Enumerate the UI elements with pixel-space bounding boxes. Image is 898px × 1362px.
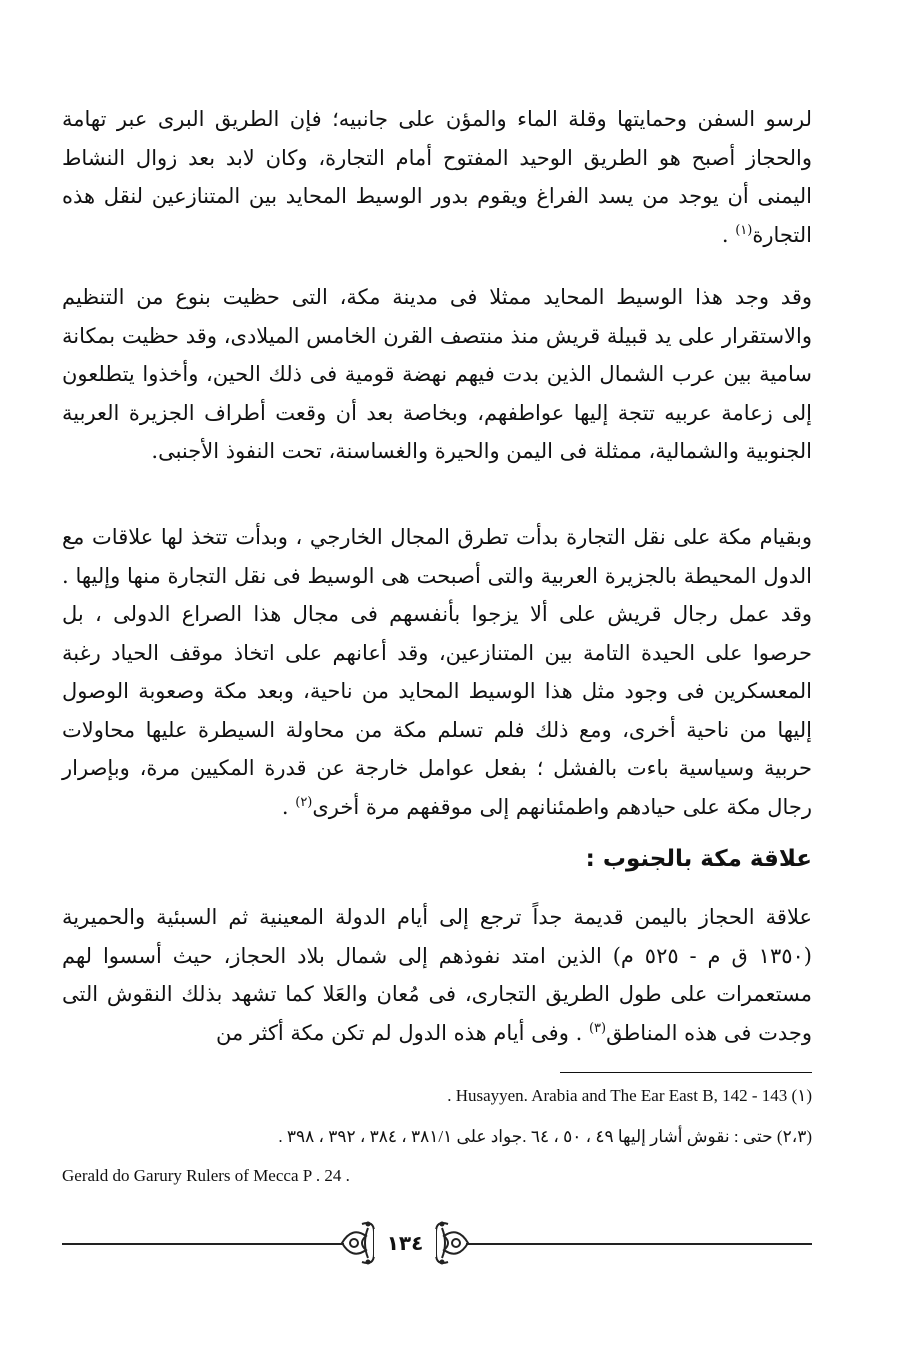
paragraph-3 (62, 518, 812, 826)
paragraph-1 (62, 100, 812, 254)
paragraph-4-period: . (575, 1020, 583, 1045)
paragraph-4-continuation: وفى أيام هذه الدول لم تكن مكة أكثر من (216, 1020, 569, 1045)
paragraph-2-text: وقد وجد هذا الوسيط المحايد ممثلا فى مدينة مكة، التى حظيت بنوع من التنظيم والاستقرار على يد قبيلة قريش منذ منتصف القرن الخامس الميلادى، وقد حظيت بمكانة سامية بين عرب الشمال الذين بدت فيهم نهضة قومية فى ذلك الحين، وأخذوا يتطلعون إلى زعامة عربيه تتجة إليها عواطفهم، وبخاصة بعد أن وقعت أطراف الجزيرة العربية الجنوبية والشمالية، ممثلة فى اليمن والحيرة والغساسنة، تحت النفوذ الأجنبى. (62, 285, 812, 463)
footnote-marker-1: (١) (735, 222, 753, 238)
footnote-marker-3: (٣) (588, 1020, 607, 1036)
footnote-2: (٢،٣) حتى : نقوش أشار إليها ٤٩ ، ٥٠ ، ٦٤ .جواد على ٣٨١/١ ، ٣٨٤ ، ٣٩٢ ، ٣٩٨ . (278, 1127, 812, 1146)
paragraph-4 (62, 898, 812, 1052)
footnote-separator (560, 1072, 812, 1073)
paragraph-3-end: . (281, 794, 289, 819)
paragraph-1-text: لرسو السفن وحمايتها وقلة الماء والمؤن على جانبيه؛ فإن الطريق البرى عبر تهامة والحجاز أصبح هو الطريق الوحيد المفتوح أمام التجارة، وكان لابد بعد زوال النشاط اليمنى أن يوجد من يسد الفراغ ويقوم بدور الوسيط المحايد بين المتنازعين لنقل هذه التجارة (62, 107, 812, 247)
paragraph-1-end: . (721, 222, 729, 247)
bottom-rule-left (62, 1243, 344, 1245)
bottom-rule-right (466, 1243, 812, 1245)
footnote-marker-2: (٢) (295, 794, 313, 810)
footnote-1: (١) Husayyen. Arabia and The Ear East B, 142 - 143 . (447, 1086, 812, 1105)
paragraph-3-text: وبقيام مكة على نقل التجارة بدأت تطرق المجال الخارجي ، وبدأت تتخذ لها علاقات مع الدول المحيطة بالجزيرة العربية والتى أصبحت هى الوسيط فى نقل التجارة منها وإليها . وقد عمل رجال قريش على ألا يزجوا بأنفسهم فى مجال هذا الصراع الدولى ، بل حرصوا على الحيدة التامة بين المتنازعين، وقد أعانهم على اتخاذ موقف الحياد رغبة المعسكرين فى وجود مثل هذا الوسيط المحايد من ناحية، وبعد مكة وصعوبة الوصول إليها من ناحية أخرى، ومع ذلك فلم تسلم مكة من محاولة السيطرة عليها محاولات حربية وسياسية باءت بالفشل ؛ بفعل عوامل خارجة عن قدرة المكيين مرة، وبإصرار رجال مكة على حيادهم واطمئنانهم إلى موقفهم مرة أخرى (62, 525, 812, 819)
paragraph-4-text: علاقة الحجاز باليمن قديمة جداً ترجع إلى أيام الدولة المعينية ثم السبئية والحميرية (١٣٥٠ ق م - ٥٢٥ م) الذين امتد نفوذهم إلى شمال بلاد الحجاز، حيث أسسوا لهم مستعمرات على طول الطريق التجارى، فى مُعان والعَلا كما تشهد بذلك النقوش التى وجدت فى هذه المناطق (62, 905, 812, 1045)
page-number: ١٣٤ (374, 1229, 436, 1257)
footnote-3: Gerald do Garury Rulers of Mecca P . 24 . (62, 1166, 350, 1185)
section-heading: علاقة مكة بالجنوب : (585, 846, 812, 872)
paragraph-2 (62, 278, 812, 471)
